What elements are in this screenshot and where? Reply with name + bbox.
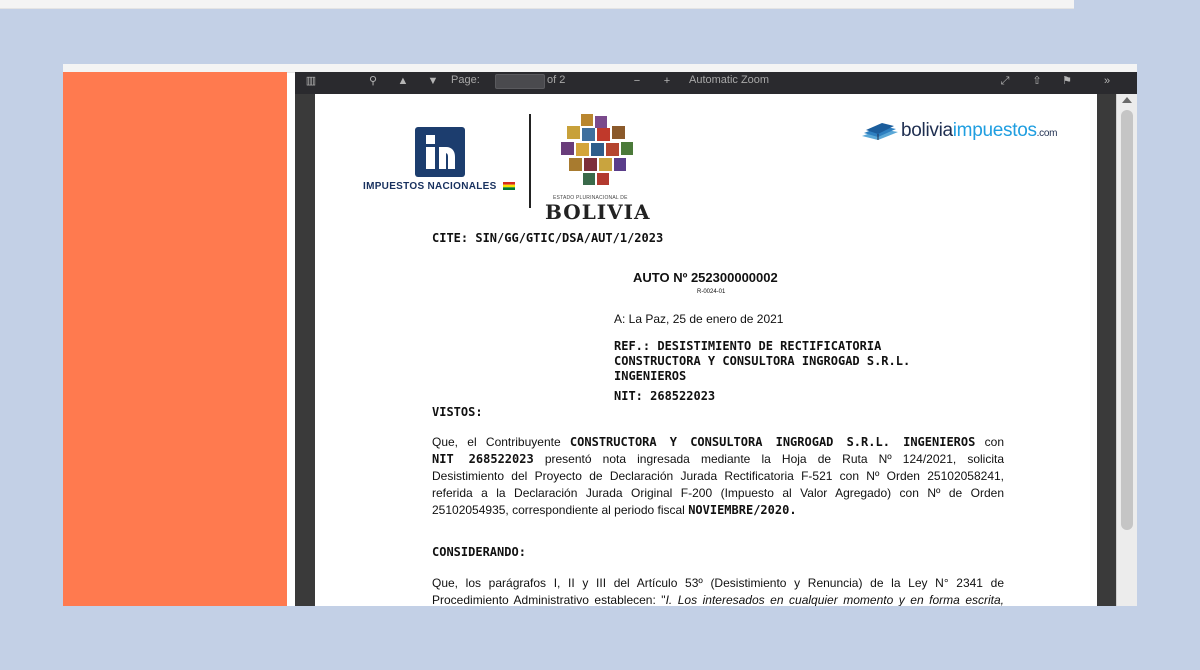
pdf-page [315,94,1097,606]
vistos-line-1 [432,434,1004,451]
next-page-icon[interactable]: ▼ [427,75,439,87]
estado-plurinacional-label: ESTADO PLURINACIONAL DE [553,195,628,201]
screenshot-frame [63,64,1137,606]
place-date: A: La Paz, 25 de enero de 2021 [614,312,784,326]
ref-nit: NIT: 268522023 [614,389,716,403]
considerando-line-2-b: I. Los interesados en cualquier momento y en forma escrita, [665,593,1004,606]
search-icon[interactable]: ⚲ [368,75,378,87]
ref-line-1: REF.: DESISTIMIENTO DE RECTIFICATORIA [614,339,882,353]
contributor-name: CONSTRUCTORA Y CONSULTORA INGROGAD S.R.L. INGENIEROS [569,435,976,449]
vistos-line-1-a: Que, el Contribuyente [432,435,570,449]
ref-line-3: INGENIEROS [614,369,687,383]
vistos-line-5-a: 25102054935, correspondiente al periodo fiscal [432,503,689,517]
pdf-toolbar [295,72,1137,94]
vistos-line-2-b: presentó nota ingresada mediante la Hoja de Ruta Nº 124/2021, solicita [533,452,1004,466]
vistos-line-5 [432,502,1004,519]
brand-main: impuestos [952,120,1037,141]
vistos-line-3: Desistimiento del Proyecto de Declaración Jurada Rectificatoria F-521 con Nº Orden 25102058241, [432,469,1004,483]
bolivia-emblem-icon [557,112,637,190]
page-label: Page: [451,74,480,86]
vistos-paragraph [432,434,1004,519]
considerando-paragraph [432,575,1004,606]
considerando-heading: CONSIDERANDO: [432,545,526,559]
brand-prefix: bolivia [901,120,953,141]
browser-top-strip [0,0,1074,9]
sidebar-toggle-icon[interactable]: ▥ [305,75,317,87]
cite-line: CITE: SIN/GG/GTIC/DSA/AUT/1/2023 [432,231,664,245]
vertical-scrollbar[interactable] [1116,94,1137,606]
tools-menu-icon[interactable]: » [1103,75,1111,87]
page-total: of 2 [547,74,566,86]
vistos-heading: VISTOS: [432,405,483,419]
ref-line-2: CONSTRUCTORA Y CONSULTORA INGROGAD S.R.L. [614,354,911,368]
contributor-nit: NIT 268522023 [432,452,534,466]
scroll-up-arrow-icon[interactable] [1122,97,1132,103]
zoom-select[interactable]: Automatic Zoom [689,74,770,86]
brand-suffix: .com [1036,128,1058,139]
sin-name: IMPUESTOS NACIONALES [363,181,497,192]
zoom-in-icon[interactable]: + [663,75,671,87]
pdf-viewer [295,72,1137,606]
considerando-line-2-a: Procedimiento Administrativo establecen: " [432,593,666,606]
auto-code: R-0024-01 [697,289,726,295]
zoom-out-icon[interactable]: − [633,75,641,87]
page-number-input[interactable] [495,74,545,89]
vistos-line-2 [432,451,1004,468]
bolivia-wordmark: BOLIVIA [545,200,651,224]
considerando-line-2 [432,592,1004,606]
bookmark-icon[interactable]: ⚑ [1062,75,1072,87]
vistos-line-4: referida a la Declaración Jurada Original F-200 (Impuesto al Valor Agregado) con Nº de Orden [432,486,1004,500]
open-file-icon[interactable]: ⇧ [1032,75,1042,87]
considerando-line-1: Que, los parágrafos I, II y III del Artículo 53º (Desistimiento y Renuncia) de la Ley N° 2341 de [432,576,1004,590]
boliviaimpuestos-brand [901,120,1057,142]
auto-number: AUTO Nº 252300000002 [633,270,778,285]
vistos-line-1-c: con [975,435,1004,449]
presentation-mode-icon[interactable]: ⤢ [1000,75,1010,87]
scrollbar-thumb[interactable] [1121,110,1133,530]
left-side-panel [63,72,287,606]
header-divider [529,114,531,208]
boliviaimpuestos-book-icon [860,120,900,142]
bolivia-flag-icon [503,182,515,190]
fiscal-period: NOVIEMBRE/2020. [688,503,797,517]
previous-page-icon[interactable]: ▲ [397,75,409,87]
impuestos-nacionales-logo-icon [415,127,465,177]
